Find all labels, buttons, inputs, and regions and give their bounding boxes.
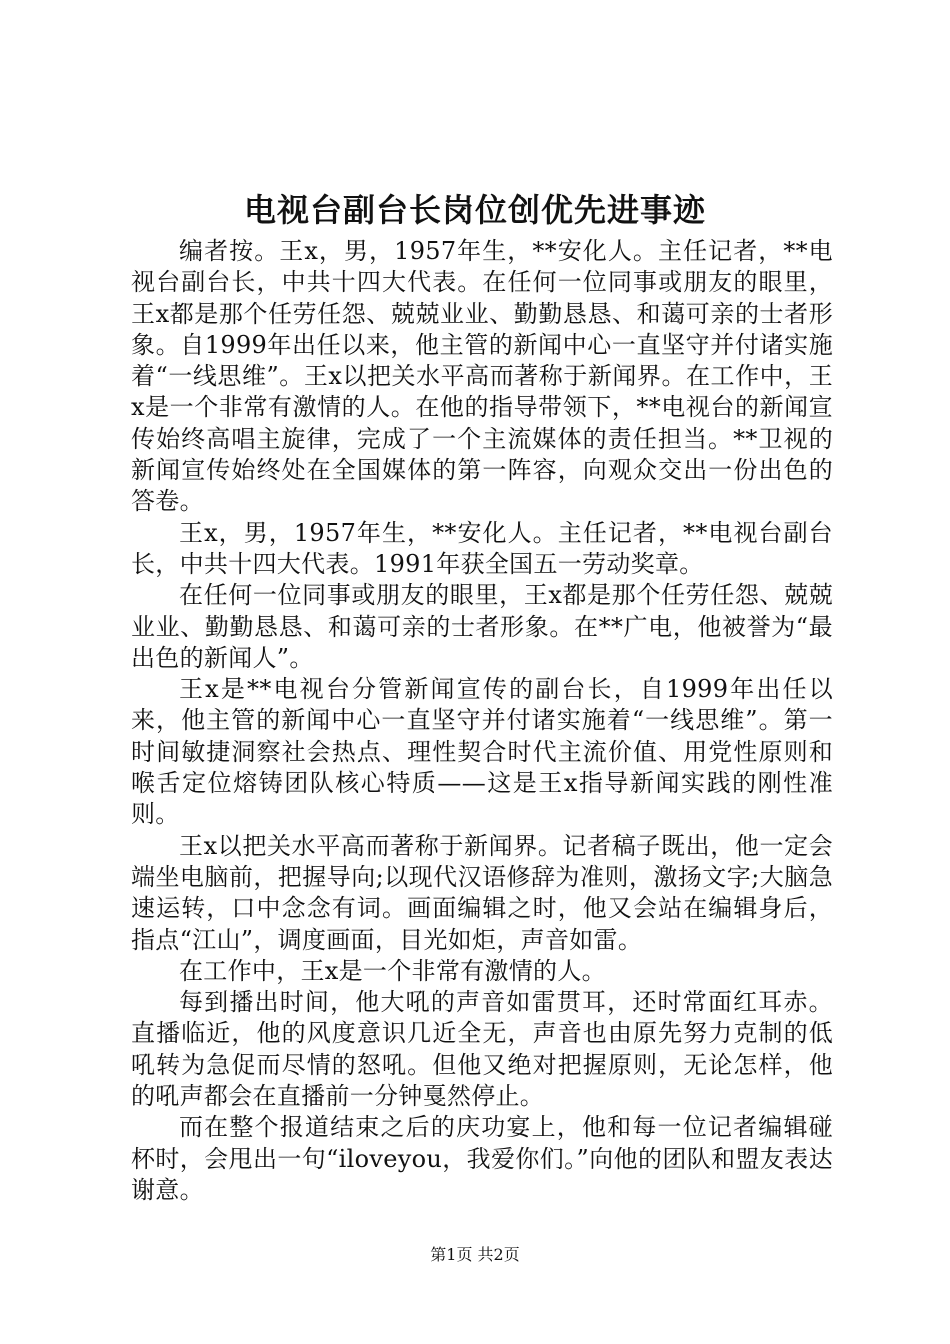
- paragraph-passion: 在工作中，王x是一个非常有激情的人。: [179, 956, 606, 985]
- document-title: 电视台副台长岗位创优先进事迹: [243, 191, 706, 229]
- page-number-footer: 第1页 共2页: [430, 1245, 520, 1264]
- paragraph-editing: 王x以把关水平高而著称于新闻界。记者稿子既出，他一定会端坐电脑前，把握导向;以现代汉语修辞为准则，激扬文字;大脑急速运转，口中念念有词。画面编辑之时，他又会站在编辑身后，指点“江山”，调度画面，目光如炬，声音如雷。: [131, 831, 833, 954]
- paragraph-role: 王x是**电视台分管新闻宣传的副台长，自1999年出任以来，他主管的新闻中心一直坚守并付诸实施着“一线思维”。第一时间敏捷洞察社会热点、理性契合时代主流价值、用党性原则和喉舌定位熔铸团队核心特质——这是王x指导新闻实践的刚性准则。: [131, 675, 833, 829]
- paragraph-broadcast: 每到播出时间，他大吼的声音如雷贯耳，还时常面红耳赤。直播临近，他的风度意识几近全无，声音也由原先努力克制的低吼转为急促而尽情的怒吼。但他又绝对把握原则，无论怎样，他的吼声都会在直播前一分钟戛然停止。: [131, 988, 833, 1111]
- paragraph-celebration: 而在整个报道结束之后的庆功宴上，他和每一位记者编辑碰杯时，会甩出一句“iloveyou，我爱你们。”向他的团队和盟友表达谢意。: [131, 1113, 833, 1204]
- paragraph-bio: 王x，男，1957年生，**安化人。主任记者，**电视台副台长，中共十四大代表。1991年获全国五一劳动奖章。: [131, 518, 833, 578]
- paragraph-reputation: 在任何一位同事或朋友的眼里，王x都是那个任劳任怨、兢兢业业、勤勤恳恳、和蔼可亲的士者形象。在**广电，他被誉为“最出色的新闻人”。: [131, 581, 833, 672]
- document-body: [131, 236, 833, 1206]
- paragraph-editor-note: 编者按。王x，男，1957年生，**安化人。主任记者，**电视台副台长，中共十四大代表。在任何一位同事或朋友的眼里，王x都是那个任劳任怨、兢兢业业、勤勤恳恳、和蔼可亲的士者形象。自1999年出任以来，他主管的新闻中心一直坚守并付诸实施着“一线思维”。王x以把关水平高而著称于新闻界。在工作中，王x是一个非常有激情的人。在他的指导带领下，**电视台的新闻宣传始终高唱主旋律，完成了一个主流媒体的责任担当。**卫视的新闻宣传始终处在全国媒体的第一阵容，向观众交出一份出色的答卷。: [131, 237, 833, 516]
